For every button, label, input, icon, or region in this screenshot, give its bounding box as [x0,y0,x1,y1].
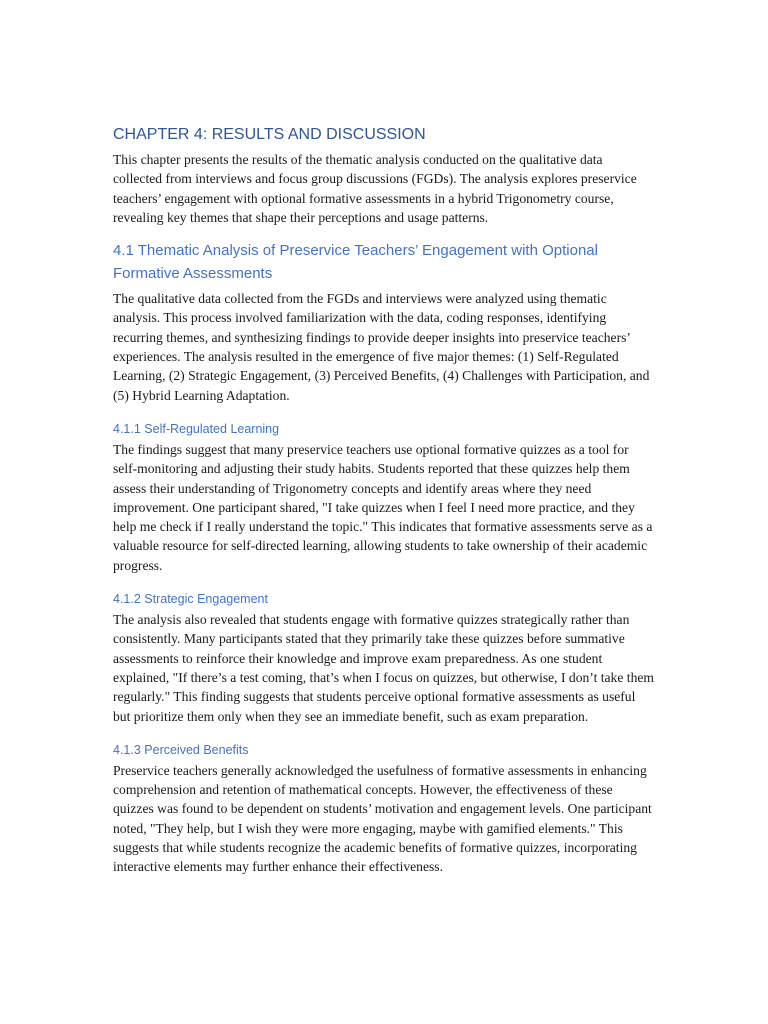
section-4-1-2-heading: 4.1.2 Strategic Engagement [113,592,268,607]
section-4-1-1-heading: 4.1.1 Self-Regulated Learning [113,421,280,436]
chapter-intro-paragraph: This chapter presents the results of the thematic analysis conducted on the qualitative data collected from interviews and focus group discussions (FGDs). The analysis explores preservice teachers’ engagement with optional formative assessments in a hybrid Trigonometry course, revealing key themes that shape their perceptions and usage patterns. [113,152,637,225]
section-4-1-paragraph: The qualitative data collected from the FGDs and interviews were analyzed using thematic analysis. This process involved familiarization with the data, coding responses, identifying recurring themes, and synthesizing findings to provide deeper insights into preservice teachers’ experiences. The analysis resulted in the emergence of five major themes: (1) Self-Regulated Learning, (2) Strategic Engagement, (3) Perceived Benefits, (4) Challenges with Participation, and (5) Hybrid Learning Adaptation. [113,291,650,403]
section-4-1-heading: 4.1 Thematic Analysis of Preservice Teachers’ Engagement with Optional Formative Assessments [113,242,598,283]
section-4-1-1-paragraph: The findings suggest that many preservice teachers use optional formative quizzes as a tool for self-monitoring and adjusting their study habits. Students reported that these quizzes help them assess their understanding of Trigonometry concepts and identify areas where they need improvement. One participant shared, "I take quizzes when I feel I need more practice, and they help me check if I really understand the topic." This indicates that formative assessments serve as a valuable resource for self-directed learning, allowing students to take ownership of their academic progress. [113,441,653,573]
chapter-title: CHAPTER 4: RESULTS AND DISCUSSION [113,126,426,143]
section-4-1-3-paragraph: Preservice teachers generally acknowledged the usefulness of formative assessments in enhancing comprehension and retention of mathematical concepts. However, the effectiveness of these quizzes was found to be dependent on students’ motivation and engagement levels. One participant noted, "They help, but I wish they were more engaging, maybe with gamified elements." This suggests that while students recognize the academic benefits of formative quizzes, incorporating interactive elements may further enhance their effectiveness. [113,762,652,875]
section-4-1-3-heading: 4.1.3 Perceived Benefits [113,742,249,757]
section-4-1-2-paragraph: The analysis also revealed that students engage with formative quizzes strategically rather than consistently. Many participants stated that they primarily take these quizzes before summative assessments to reinforce their knowledge and improve exam preparedness. As one student explained, "If there’s a test coming, that’s when I focus on quizzes, but otherwise, I don’t take them regularly." This finding suggests that students perceive optional formative assessments as useful but prioritize them only when they see an immediate benefit, such as exam preparation. [113,612,654,724]
document-page [113,124,655,877]
